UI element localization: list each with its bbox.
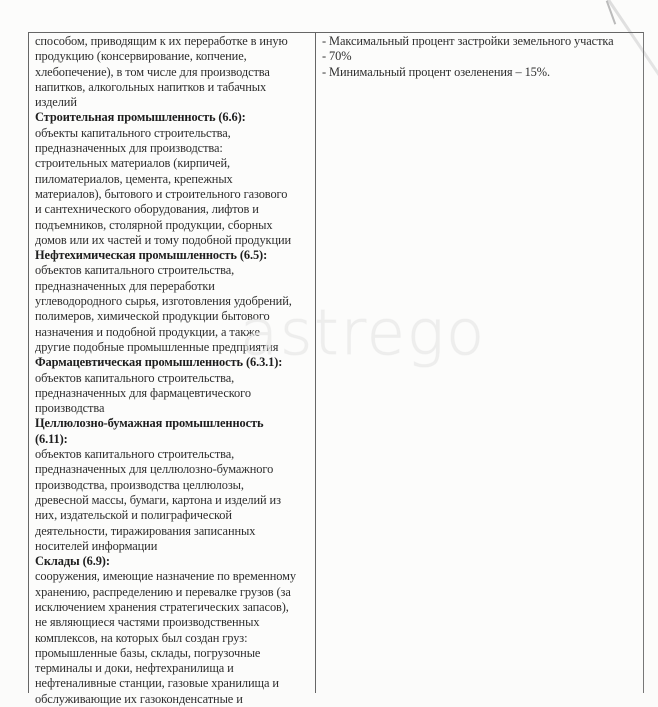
text-line: комплексов, на которых был создан груз:: [35, 630, 248, 645]
building-parameters-column: [316, 33, 643, 693]
text-line: предназначенных для производства:: [35, 141, 223, 156]
text-line: объектов капитального строительства,: [35, 263, 235, 278]
param-min-greening: - Минимальный процент озеленения – 15%.: [322, 64, 550, 79]
text-line: пиломатериалов, цемента, крепежных: [35, 171, 233, 186]
text-line: древесной массы, бумаги, картона и изделий из: [35, 492, 281, 507]
text-line: и сантехнического оборудования, лифтов и: [35, 202, 259, 217]
section-heading: Фармацевтическая промышленность (6.3.1):: [35, 355, 283, 370]
text-line: терминалы и доки, нефтехранилища и: [35, 661, 234, 676]
permitted-uses-column: [29, 33, 316, 706]
text-line: производства, производства целлюлозы,: [35, 477, 244, 492]
text-line: нефтеналивные станции, газовые хранилища и: [35, 676, 279, 691]
text-line: исключением хранения стратегических запасов),: [35, 599, 289, 614]
text-line: напитков, алкогольных напитков и табачных: [35, 79, 267, 94]
text-line: способом, приводящим к их переработке в иную: [35, 34, 288, 48]
text-line: объектов капитального строительства,: [35, 370, 235, 385]
text-line: назначения и подобной продукции, а также: [35, 324, 260, 339]
text-line: хранению, распределению и перевалке грузов (за: [35, 584, 291, 599]
section-heading: (6.11):: [35, 431, 68, 446]
text-line: продукцию (консервирование, копчение,: [35, 49, 247, 64]
text-line: углеводородного сырья, изготовления удобрений,: [35, 294, 292, 309]
text-line: полимеров, химической продукции бытового: [35, 309, 270, 324]
text-line: предназначенных для фармацевтического: [35, 385, 251, 400]
text-line: предназначенных для переработки: [35, 278, 215, 293]
text-line: хлебопечение), в том числе для производства: [35, 64, 270, 79]
section-heading: Строительная промышленность (6.6):: [35, 110, 246, 125]
text-line: носителей информации: [35, 538, 158, 553]
text-line: не являющиеся частями производственных: [35, 615, 260, 630]
text-line: деятельности, тиражирования записанных: [35, 523, 256, 538]
text-line: строительных материалов (кирпичей,: [35, 156, 230, 171]
param-max-coverage-value: - 70%: [322, 49, 352, 64]
text-line: материалов), бытового и строительного газового: [35, 186, 288, 201]
text-line: обслуживающие их газоконденсатные и: [35, 691, 243, 706]
param-max-coverage: - Максимальный процент застройки земельного участка: [322, 34, 614, 48]
watermark: astrego: [240, 296, 487, 369]
text-line: другие подобные промышленные предприятия: [35, 339, 279, 354]
text-line: них, издательской и полиграфической: [35, 508, 232, 523]
regulations-table: [28, 32, 644, 706]
text-line: объектов капитального строительства,: [35, 447, 235, 462]
section-heading: Нефтехимическая промышленность (6.5):: [35, 248, 268, 263]
text-line: производства: [35, 401, 105, 416]
text-line: сооружения, имеющие назначение по временному: [35, 569, 296, 584]
section-heading: Целлюлозно-бумажная промышленность: [35, 416, 264, 431]
text-line: домов или их частей и тому подобной продукции: [35, 232, 292, 247]
text-line: объекты капитального строительства,: [35, 125, 231, 140]
text-line: предназначенных для целлюлозно-бумажного: [35, 462, 274, 477]
text-line: промышленные базы, склады, погрузочные: [35, 645, 261, 660]
text-line: подъемников, столярной продукции, сборных: [35, 217, 273, 232]
section-heading: Склады (6.9):: [35, 554, 110, 569]
text-line: изделий: [35, 95, 77, 110]
